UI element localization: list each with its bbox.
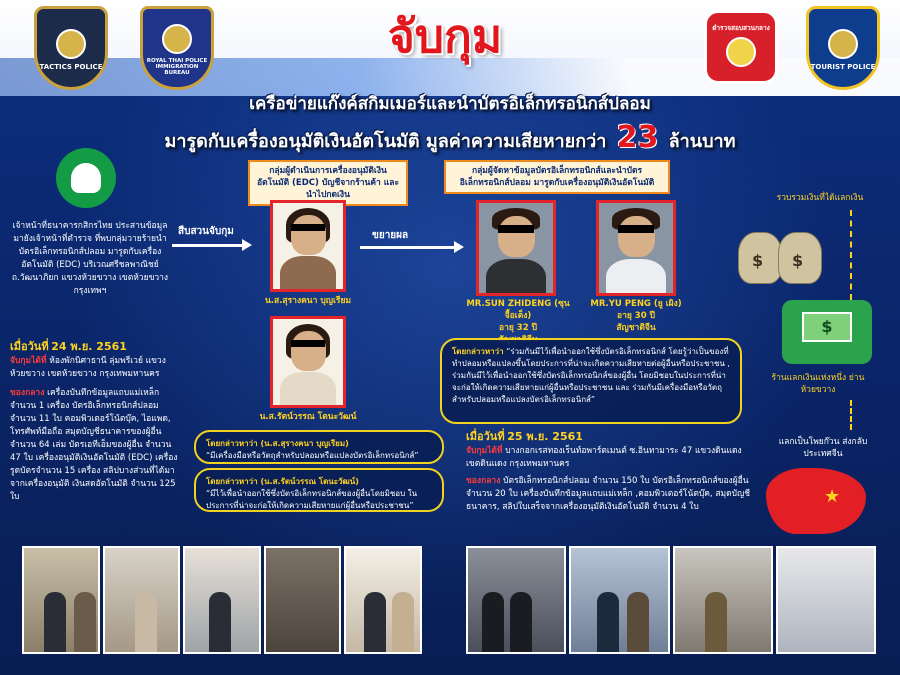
suspect-age: อายุ 32 ปี	[498, 323, 537, 333]
badge-label: TOURIST POLICE	[810, 63, 876, 71]
main-title: จับกุม	[387, 9, 503, 63]
badge-label: ตำรวจสอบสวนกลาง	[712, 24, 770, 32]
place-value: บางกอกเรสทองเร็นท์อพาร์ตเมนต์ ซ.อินทามาระ 47 แขวงดินแดง เขตดินแดง กรุงเทพมหานคร	[466, 446, 742, 469]
items-label: ของกลาง	[10, 388, 45, 398]
arrow-right-icon	[242, 239, 252, 251]
date-label: เมื่อวันที่	[466, 430, 505, 443]
badge-label: TACTICS POLICE	[39, 63, 103, 71]
evidence-photos-right	[466, 546, 876, 654]
suspect-photo-female-2	[270, 316, 346, 408]
items-value: บัตรอิเล็กทรอนิกส์ปลอม จำนวน 150 ใบ บัตรอิเล็กทรอนิกส์ของผู้อื่นจำนวน 20 ใบ เครื่องบันทึกข้อมูลแถบแม่เหล็ก ,คอมพิวเตอร์โน้ตบุ๊ค, สมุดบัญชีธนาคาร, สลิปใบเสร็จจากเครื่องอนุมัติเงินอัตโนมัติ จำนวน 4 ใบ	[466, 476, 751, 512]
suspect-name: MR.YU PENG (ยู เผิง)	[590, 299, 682, 309]
money-bag-icon: $	[778, 232, 822, 284]
left-place-row	[10, 355, 180, 381]
headline-line-1: เครือข่ายแก๊งค์สกิมเมอร์และนำบัตรอิเล็กทรอนิกส์ปลอม	[249, 94, 651, 114]
flow-arrow	[850, 210, 852, 300]
charge-box-female-1	[194, 430, 444, 464]
money-bag-icon: $	[738, 232, 782, 284]
eagle-emblem-icon	[162, 24, 192, 54]
charge-text: “มีเครื่องมือหรือวัตถุสำหรับปลอมหรือแปลงบัตรอิเล็กทรอนิกส์”	[206, 451, 419, 460]
arrest-photo	[22, 546, 100, 654]
place-label: จับกุมได้ที่	[10, 356, 47, 366]
suspect-photo-female-1	[270, 200, 346, 292]
charge-box-male-suspects	[440, 338, 742, 424]
dollar-bill-icon: $	[802, 312, 852, 342]
collect-money-caption: รวบรวมเงินที่ได้แลกเงิน	[776, 193, 864, 203]
place-label: จับกุมได้ที่	[466, 446, 503, 456]
kasikorn-bank-logo	[56, 148, 116, 208]
damage-amount: 23	[616, 120, 659, 155]
police-emblem-icon	[726, 37, 756, 67]
date-label: เมื่อวันที่	[10, 340, 49, 353]
central-investigation-badge	[704, 10, 778, 84]
group-edc-operators: กลุ่มผู้ดำเนินการเครื่องอนุมัติเงินอัตโนมัติ (EDC) บัญชีจากร้านค้า และนำไปกดเงิน	[248, 160, 408, 206]
suspect-photo-male-1	[476, 200, 556, 296]
arrest-photo	[183, 546, 261, 654]
arrow-line	[172, 244, 244, 247]
charge-heading: โดยกล่าวหาว่า (น.ส.สุรางคนา บุญเรียม)	[206, 439, 349, 448]
china-map-icon	[766, 468, 866, 534]
arrow-line	[360, 246, 456, 249]
left-arrest-details	[10, 340, 180, 504]
charge-text: “ร่วมกันมีไว้เพื่อนำออกใช้ซึ่งบัตรอิเล็กทรอนิกส์ โดยรู้ว่าเป็นของที่ทำปลอมหรือแปลงขึ้นโดยประการที่น่าจะเกิดความเสียหายต่อผู้อื่นหรือประชาชน , ร่วมกันมีไว้เพื่อนำออกใช้ซึ่งบัตรอิเล็กทรอนิกส์ของผู้อื่น โดยมิชอบในประการที่น่าจะก่อให้เกิดความเสียหายแก่ผู้อื่นหรือประชาชน และ ร่วมกันมีเครื่องมือหรือวัตถุสำหรับปลอมหรือแปลงบัตรอิเล็กทรอนิกส์”	[452, 347, 730, 404]
arrow-label-investigate: สืบสวนจับกุม	[178, 226, 234, 237]
evidence-cards-photo	[264, 546, 342, 654]
arrest-photo	[344, 546, 422, 654]
star-icon: ★	[824, 486, 841, 507]
kbank-mark-icon	[71, 163, 101, 193]
suspect-details-male-2	[584, 298, 688, 334]
flow-arrow	[850, 400, 852, 430]
send-to-china-caption: แลกเป็นโพยก๊วน ส่งกลับประเทศจีน	[778, 437, 868, 459]
evidence-cards-photo	[776, 546, 876, 654]
arrest-photo	[673, 546, 773, 654]
tactics-police-badge	[34, 6, 108, 90]
suspect-name-female-1: น.ส.สุรางคนา บุญเรียม	[264, 296, 352, 306]
suspect-age: อายุ 30 ปี	[616, 311, 655, 321]
group-card-suppliers: กลุ่มผู้จัดหาข้อมูลบัตรอิเล็กทรอนิกส์และนำบัตรอิเล็กทรอนิกส์ปลอม มารูดกับเครื่องอนุมัติเงินอัตโนมัติ	[444, 160, 670, 194]
items-label: ของกลาง	[466, 476, 501, 486]
charge-heading: โดยกล่าวหาว่า	[452, 347, 504, 356]
headline-unit: ล้านบาท	[668, 131, 736, 152]
date-value: 24 พ.ย. 2561	[51, 340, 127, 353]
date-value: 25 พ.ย. 2561	[507, 430, 583, 443]
left-items-row	[10, 387, 180, 504]
tourist-police-badge	[806, 6, 880, 90]
headline-line-2	[150, 120, 750, 155]
badge-label: ROYAL THAI POLICE IMMIGRATION BUREAU	[146, 58, 208, 76]
mid-items-row	[466, 475, 756, 514]
headline-text: มารูดกับเครื่องอนุมัติเงินอัตโนมัติ มูลค่าความเสียหายกว่า	[164, 131, 607, 152]
arrow-right-icon	[454, 241, 464, 253]
exchange-shop-caption: ร้านแลกเงินแห่งหนึ่ง ย่านห้วยขวาง	[771, 373, 865, 395]
shield-emblem-icon	[828, 29, 858, 59]
money-exchange-illustration	[782, 300, 872, 364]
mid-place-row	[466, 445, 756, 471]
suspect-photo-male-2	[596, 200, 676, 296]
items-value: เครื่องบันทึกข้อมูลแถบแม่เหล็ก จำนวน 1 เครื่อง บัตรอิเล็กทรอนิกส์ปลอม จำนวน 11 ใบ คอมพิวเตอร์โน้ตบุ๊ค, ไอแพด, โทรศัพท์มือถือ สมุดบัญชีธนาคารของผู้อื่น จำนวน 64 เล่ม บัตรเอทีเอ็มของผู้อื่น จำนวน 47 ใบ เครื่องอนุมัติเงินอัตโนมัติ (EDC) เครื่องรูดบัตรจำนวน 15 เครื่อง สลิปบางส่วนที่ได้มาจากเครื่องอนุมัติ เงินสดอัตโนมัติ จำนวน 125 ใบ	[10, 388, 178, 502]
suspect-name: MR.SUN ZHIDENG (ซุน จื้อเต็ง)	[466, 299, 570, 321]
mid-arrest-details	[466, 430, 756, 514]
left-date-row	[10, 340, 180, 355]
charge-box-female-2	[194, 468, 444, 512]
globe-icon	[56, 29, 86, 59]
money-bags-illustration	[738, 214, 828, 284]
bank-report-text: เจ้าหน้าที่ธนาคารกสิกรไทย ประสานข้อมูลมายังเจ้าหน้าที่ตำรวจ ที่พบกลุ่มวายร้ายนำบัตรอิเล็กทรอนิกส์ปลอม มารูดกับเครื่องอัตโนมัติ (EDC) บริเวณศรีชลพาณิชย์ ถ.วัฒนาภิยก แขวงห้วยขวาง เขตห้วยขวาง กรุงเทพฯ	[11, 221, 169, 296]
mid-date-row	[466, 430, 756, 445]
charge-heading: โดยกล่าวหาว่า (น.ส.รัตน์วรรณ โตนะวัฒน์)	[206, 477, 359, 486]
suspect-nationality: สัญชาติจีน	[616, 323, 656, 333]
place-value: ห้องพักนิศาธานี ลุ่มพรีเวย์ แขวงห้วยขวาง เขตห้วยขวาง กรุงเทพมหานคร	[10, 356, 166, 379]
immigration-bureau-badge	[140, 6, 214, 90]
arrow-label-expand: ขยายผล	[372, 230, 409, 241]
arrest-photo	[103, 546, 181, 654]
charge-text: “มีไว้เพื่อนำออกใช้ซึ่งบัตรอิเล็กทรอนิกส์ของผู้อื่นโดยมิชอบ ในประการที่น่าจะก่อให้เกิดความเสียหายแก่ผู้อื่นหรือประชาชน”	[206, 489, 418, 510]
evidence-photos-left	[22, 546, 422, 654]
suspect-name-female-2: น.ส.รัตน์วรรณ โตนะวัฒน์	[259, 412, 357, 422]
arrest-photo	[466, 546, 566, 654]
arrest-photo	[569, 546, 669, 654]
